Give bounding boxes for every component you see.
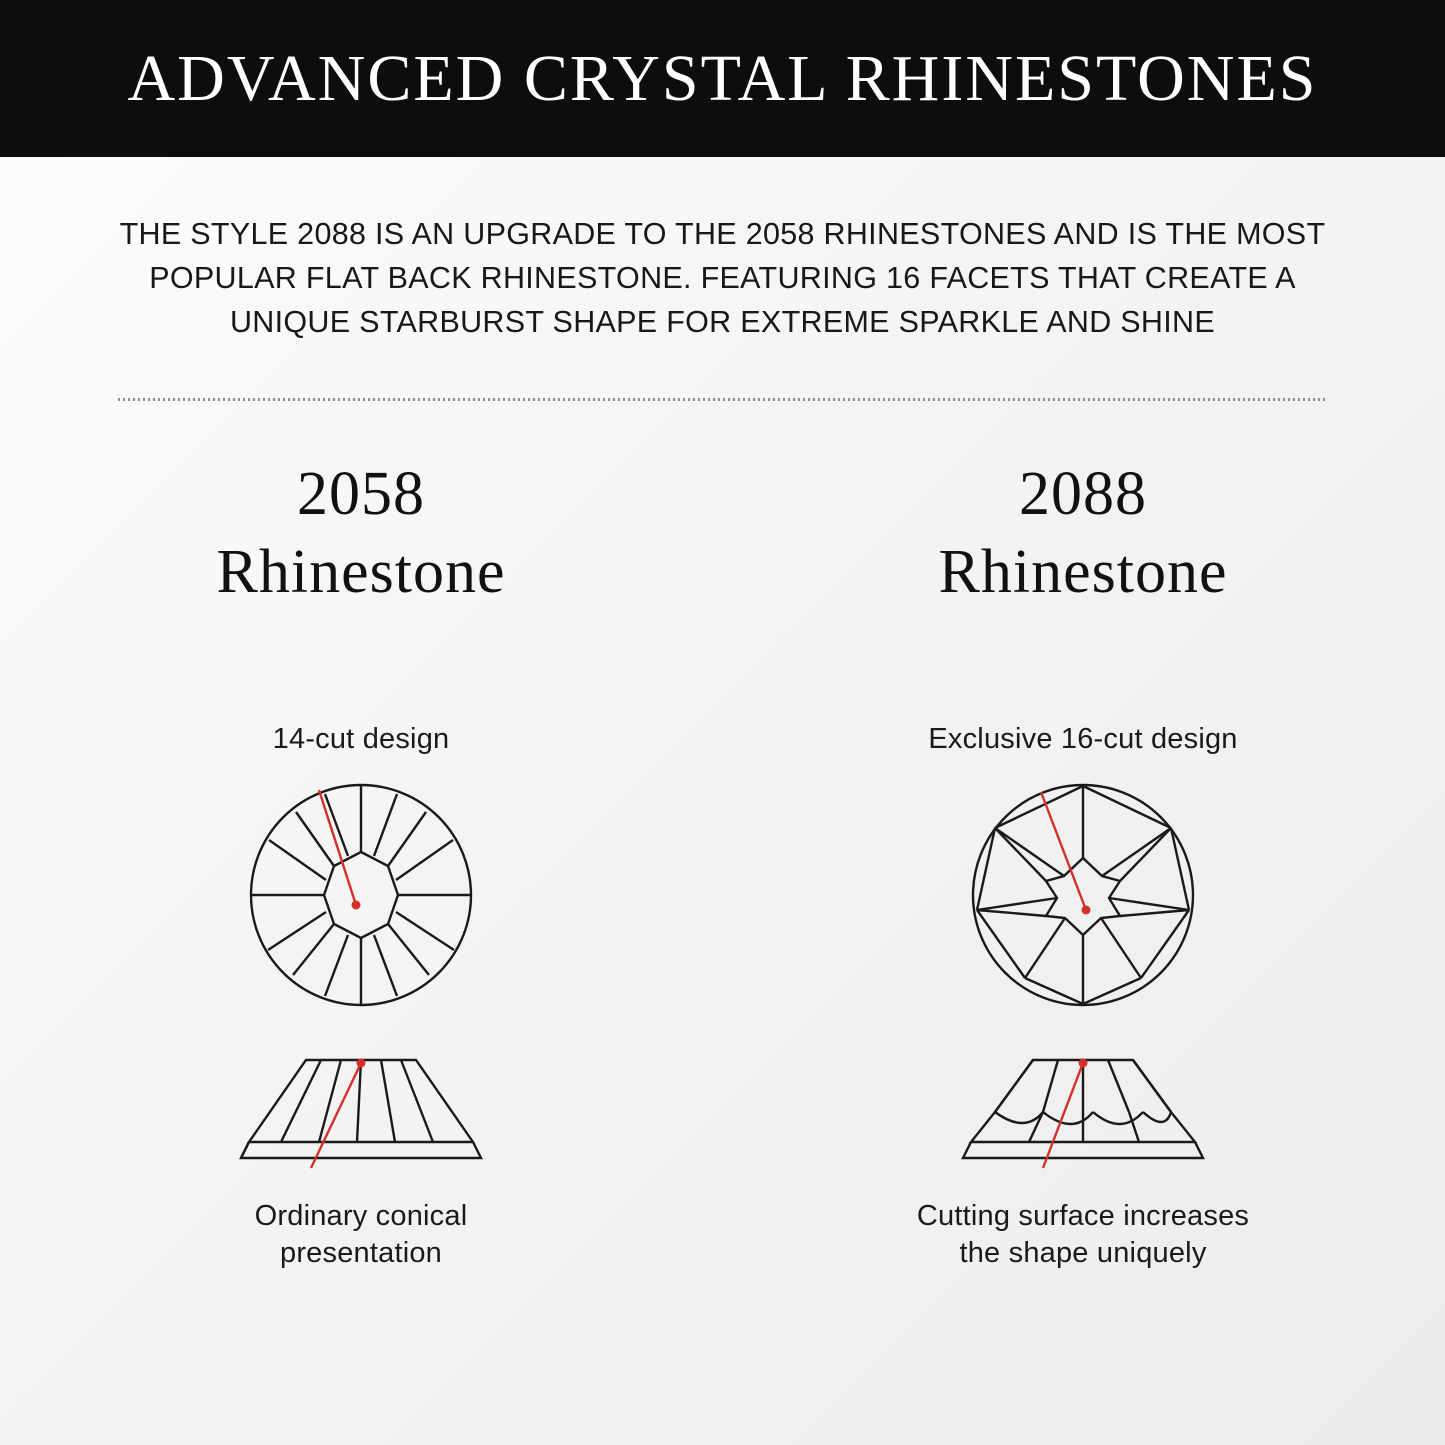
dotted-divider [118,398,1327,401]
gem-2088-top-view [923,770,1243,1020]
column-2058-title-line2: Rhinestone [216,538,506,606]
column-2058 [0,455,722,1272]
column-2088-title-line2: Rhinestone [938,538,1228,606]
caption-ordinary-conical-line2: presentation [279,1237,442,1269]
column-2088-title-line1: 2088 [1018,460,1147,528]
intro-paragraph: THE STYLE 2088 IS AN UPGRADE TO THE 2058 RHINESTONES AND IS THE MOST POPULAR FLAT BACK RHINESTONE. FEATURING 16 FACETS THAT CREATE A UNIQUE STARBURST SHAPE FOR EXTREME SPARKLE AND SHINE [119,217,1326,339]
caption-cutting-surface [917,1198,1249,1272]
gem-2058-top-view [201,770,521,1020]
caption-cutting-surface-line1: Cutting surface increases [916,1200,1250,1232]
caption-cutting-surface-line2: the shape uniquely [959,1237,1207,1269]
caption-16-cut-design: Exclusive 16-cut design [928,723,1238,755]
page-title: ADVANCED CRYSTAL RHINESTONES [127,41,1318,115]
header-bar [0,0,1445,157]
caption-ordinary-conical [255,1198,468,1272]
gem-2058-side-view [211,1050,511,1180]
caption-14-cut-design: 14-cut design [272,723,450,755]
column-2088 [722,455,1444,1272]
column-2058-title [217,455,506,611]
column-2088-title [939,455,1228,611]
gem-2088-side-view [933,1050,1233,1180]
column-2058-title-line1: 2058 [296,460,425,528]
caption-ordinary-conical-line1: Ordinary conical [254,1200,468,1232]
comparison-columns [0,455,1445,1272]
